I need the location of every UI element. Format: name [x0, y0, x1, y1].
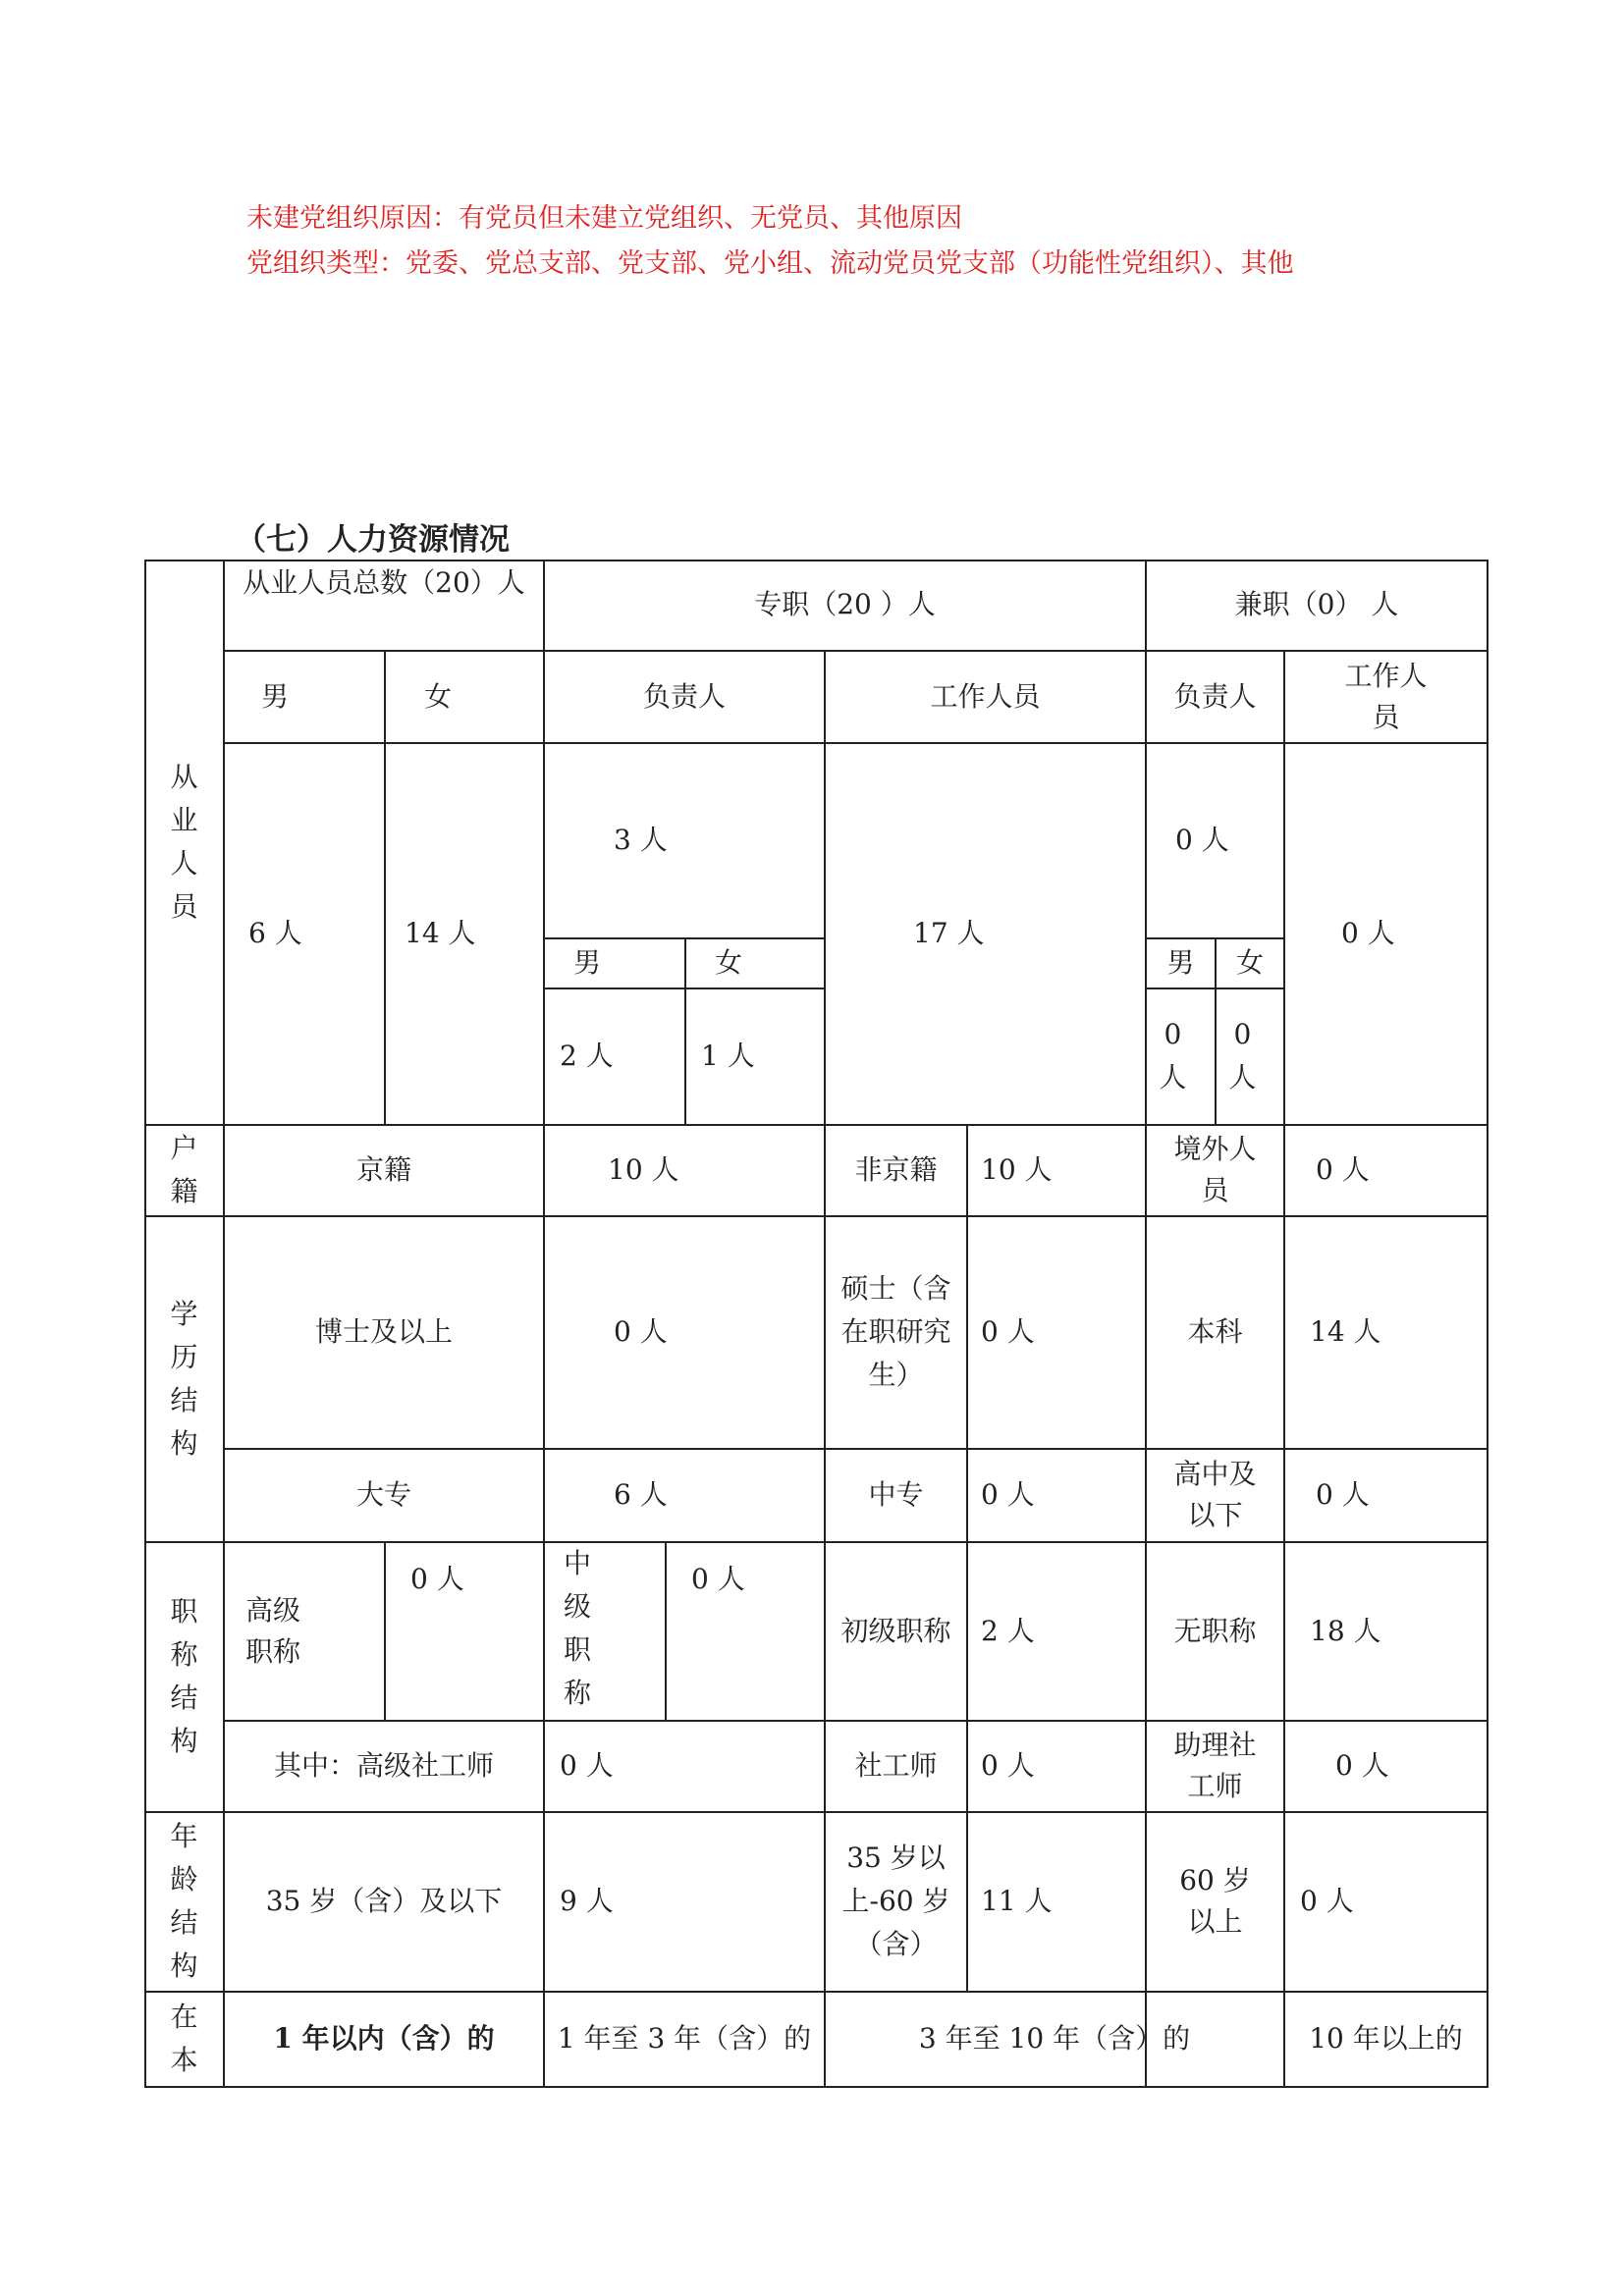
age-mid-label: 35 岁以上-60 岁（含） [841, 1842, 950, 1960]
age-under35-label: 35 岁（含）及以下 [265, 1885, 503, 1917]
phd-count: 0 人 [614, 1315, 668, 1348]
master-count: 0 人 [981, 1315, 1035, 1348]
bachelor-count: 14 人 [1310, 1315, 1381, 1348]
parttime-header: 兼职（0） 人 [1234, 588, 1399, 620]
sw-count: 0 人 [981, 1749, 1035, 1782]
assistant-sw-count: 0 人 [1335, 1749, 1389, 1782]
pt-leader-count: 0 人 [1175, 824, 1229, 856]
senior-sw-label: 其中：高级社工师 [273, 1749, 494, 1782]
ft-leader-male-header: 男 [573, 946, 602, 979]
ft-leader-male-count: 2 人 [560, 1040, 614, 1072]
ft-worker-count: 17 人 [913, 917, 985, 949]
phd-label: 博士及以上 [314, 1315, 453, 1348]
pt-worker-header: 工作人员 [1344, 659, 1428, 733]
section-title: （七）人力资源情况 [236, 522, 510, 558]
middle-title-label: 中级职称 [564, 1547, 592, 1709]
row-label-title: 职称结构 [170, 1595, 198, 1757]
female-header: 女 [424, 679, 453, 713]
college-label: 大专 [355, 1478, 411, 1511]
note-party-types: 党组织类型：党委、党总支部、党支部、党小组、流动党员党支部（功能性党组织）、其他 [246, 248, 1294, 279]
tenure-over10: 10 年以上的 [1309, 2022, 1463, 2055]
bachelor-label: 本科 [1187, 1315, 1243, 1348]
non-beijing-label: 非京籍 [854, 1153, 938, 1186]
age-over60-count: 0 人 [1300, 1885, 1354, 1917]
junior-title-label: 初级职称 [840, 1614, 951, 1647]
no-title-label: 无职称 [1173, 1614, 1257, 1647]
pt-leader-female-count: 0人 [1228, 1018, 1257, 1094]
male-count: 6 人 [248, 917, 302, 949]
row-label-staff: 从业人员 [170, 760, 198, 923]
age-under35-count: 9 人 [560, 1885, 614, 1917]
male-header: 男 [261, 679, 290, 713]
row-label-household: 户籍 [170, 1132, 198, 1207]
row-label-education: 学历结构 [170, 1297, 198, 1460]
ft-leader-header: 负责人 [642, 679, 726, 713]
age-over60-label: 60 岁以上 [1179, 1864, 1251, 1938]
fulltime-header: 专职（20 ）人 [754, 588, 936, 620]
pt-leader-female-header: 女 [1235, 946, 1264, 979]
row-label-tenure: 在本 [170, 2001, 198, 2076]
ft-leader-female-header: 女 [715, 946, 743, 979]
female-count: 14 人 [405, 917, 476, 949]
middle-title-count: 0 人 [691, 1563, 745, 1595]
pt-leader-male-count: 0人 [1159, 1018, 1187, 1094]
pt-worker-count: 0 人 [1341, 917, 1395, 949]
no-title-count: 18 人 [1310, 1614, 1381, 1647]
ft-leader-female-count: 1 人 [701, 1040, 755, 1072]
pt-leader-header: 负责人 [1173, 679, 1257, 713]
sw-label: 社工师 [854, 1749, 938, 1782]
master-label: 硕士（含在职研究生） [840, 1272, 951, 1391]
senior-title-label: 高级职称 [245, 1593, 301, 1668]
highschool-count: 0 人 [1316, 1478, 1370, 1511]
junior-title-count: 2 人 [981, 1614, 1035, 1647]
row-label-age: 年龄结构 [170, 1820, 198, 1982]
tenure-within1: 1 年以内（含）的 [273, 2022, 495, 2055]
beijing-label: 京籍 [355, 1153, 411, 1186]
pt-leader-male-header: 男 [1166, 946, 1195, 979]
senior-title-count: 0 人 [410, 1563, 464, 1595]
tenure-3to10: 3 年至 10 年（含）的 [918, 2022, 1191, 2055]
ft-worker-header: 工作人员 [930, 679, 1041, 713]
age-mid-count: 11 人 [981, 1885, 1053, 1917]
highschool-label: 高中及以下 [1173, 1458, 1257, 1531]
note-unbuilt-reason: 未建党组织原因：有党员但未建立党组织、无党员、其他原因 [246, 203, 962, 234]
tenure-1to3: 1 年至 3 年（含）的 [557, 2022, 812, 2055]
overseas-label: 境外人员 [1173, 1133, 1257, 1206]
senior-sw-count: 0 人 [560, 1749, 614, 1782]
assistant-sw-label: 助理社工师 [1173, 1729, 1257, 1802]
staff-total: 从业人员总数（20）人 [243, 566, 525, 599]
college-count: 6 人 [614, 1478, 668, 1511]
overseas-count: 0 人 [1316, 1153, 1370, 1186]
non-beijing-count: 10 人 [981, 1153, 1053, 1186]
secondary-label: 中专 [868, 1478, 924, 1511]
secondary-count: 0 人 [981, 1478, 1035, 1511]
ft-leader-count: 3 人 [614, 824, 668, 856]
beijing-count: 10 人 [608, 1153, 679, 1186]
